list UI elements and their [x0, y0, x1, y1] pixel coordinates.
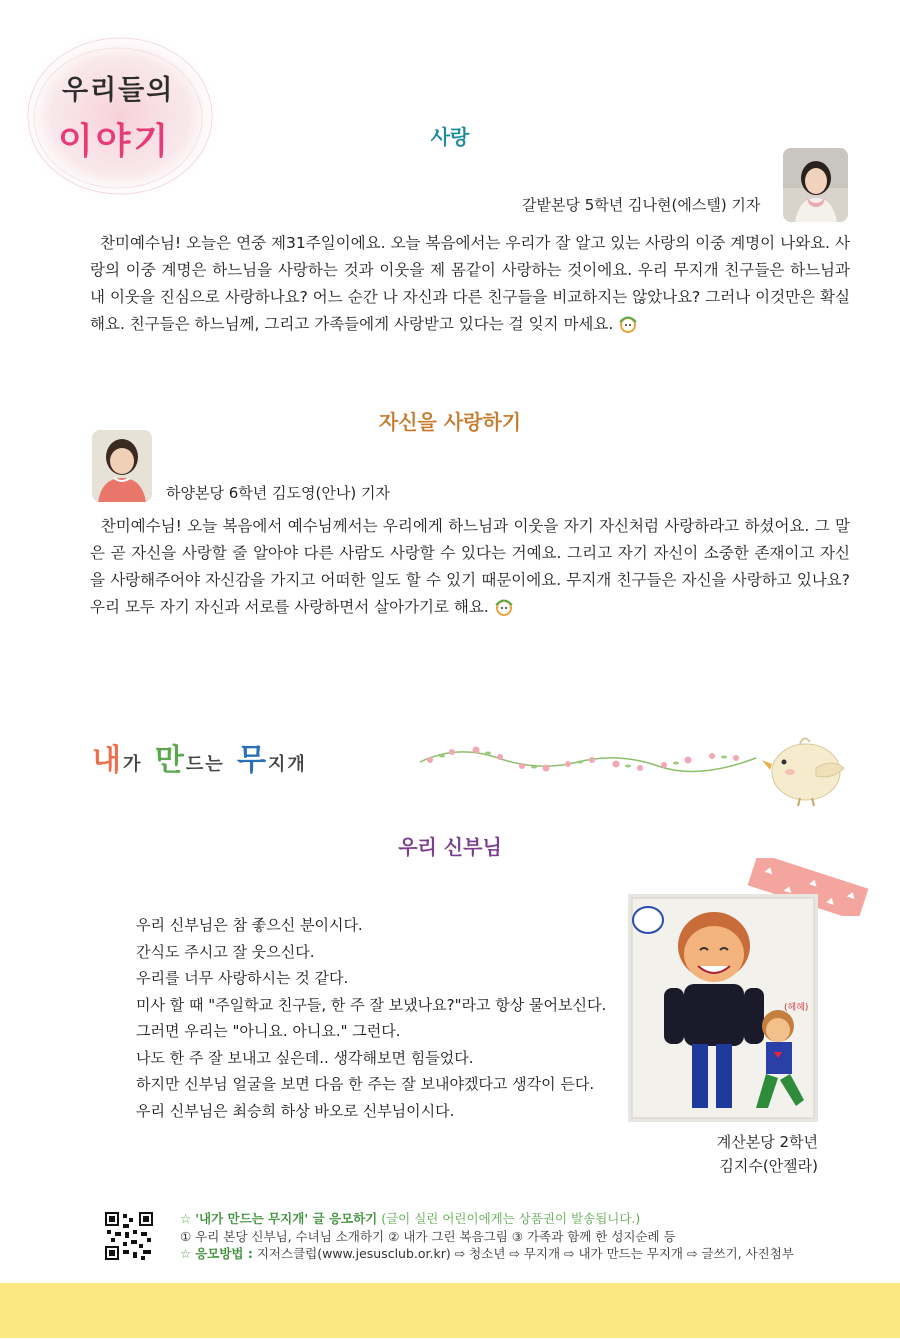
- notice-items: ① 우리 본당 신부님, 수녀님 소개하기 ② 내가 그린 복음그림 ③ 가족과 함께 한 성지순례 등: [180, 1228, 676, 1244]
- rainbow-section-title: 내가 만드는 무지개: [92, 743, 307, 778]
- artist-credit: [690, 1130, 818, 1178]
- section-title-love: 사랑: [430, 125, 470, 149]
- poem-line: 우리 신부님은 최승희 하상 바오로 신부님이시다.: [136, 1101, 455, 1120]
- footer-bar: [0, 1283, 900, 1338]
- poem-title: 우리 신부님: [398, 835, 502, 859]
- star-icon: ☆: [180, 1246, 192, 1261]
- rainbow-end-icon: [493, 598, 515, 625]
- flower-garland-decoration: [418, 740, 758, 780]
- submission-notice: [180, 1210, 794, 1263]
- logo-title-line2: 이야기: [58, 121, 172, 162]
- poem-line: 나도 한 주 잘 보내고 싶은데.. 생각해보면 힘들었다.: [136, 1048, 474, 1067]
- poem-line: 미사 할 때 "주일학교 친구들, 한 주 잘 보냈나요?"라고 항상 물어보신다.: [136, 995, 607, 1014]
- poem-line: 우리를 너무 사랑하시는 것 같다.: [136, 969, 349, 987]
- artist-name: 김지수(안젤라): [719, 1157, 818, 1175]
- bird-illustration: [760, 728, 850, 808]
- article-body: 찬미예수님! 오늘 복음에서 예수님께서는 우리에게 하느님과 이웃을 자기 자신처럼 사랑하라고 하셨어요. 그 말은 곧 자신을 사랑할 줄 알아야 다른 사람도 사랑할 수 있다는 거예요. 그리고 자기 자신이 소중한 존재이고 자신을 사랑해주어야 자신감을 가지고 어떠한 일도 할 수 있기 때문이에요. 무지개 친구들은 자신을 사랑하고 있나요? 우리 모두 자기 자신과 서로를 사랑하면서 살아가기로 해요.: [90, 513, 850, 625]
- poem-body: [136, 912, 606, 1124]
- poem-line: 그러면 우리는 "아니요. 아니요." 그런다.: [136, 1022, 401, 1040]
- notice-method-link[interactable]: 지저스클럽(www.jesusclub.or.kr) ⇨ 청소년 ⇨ 무지개 ⇨ 내가 만드는 무지개 ⇨ 글쓰기, 사진첨부: [256, 1246, 794, 1261]
- notice-method-line: ☆ 응모방법 : 지저스클럽(www.jesusclub.or.kr) ⇨ 청소년 ⇨ 무지개 ⇨ 내가 만드는 무지개 ⇨ 글쓰기, 사진첨부: [180, 1246, 794, 1261]
- reporter-byline: 하양본당 6학년 김도영(안나) 기자: [166, 484, 390, 502]
- reporter-photo: [92, 430, 152, 502]
- poem-line: 간식도 주시고 잘 웃으신다.: [136, 942, 315, 961]
- svg-text:(헤헤): (헤헤): [784, 1003, 809, 1013]
- reporter-photo: [783, 148, 848, 222]
- notice-heading-line: ☆ '내가 만드는 무지개' 글 응모하기 (글이 실린 어린이에게는 상품권이 발송됩니다.): [180, 1211, 641, 1226]
- poem-line: 우리 신부님은 참 좋으신 분이시다.: [136, 916, 363, 934]
- child-drawing-priest: [628, 894, 818, 1122]
- logo-title-line1: 우리들의: [62, 75, 175, 106]
- section-title-self-love: 자신을 사랑하기: [378, 410, 522, 434]
- article-body: 찬미예수님! 오늘은 연중 제31주일이에요. 오늘 복음에서는 우리가 잘 알고 있는 사랑의 이중 계명이 나와요. 사랑의 이중 계명은 하느님을 사랑하는 것과 이웃을 제 몸같이 사랑하는 것이에요. 우리 무지개 친구들은 하느님과 내 이웃을 진심으로 사랑하나요? 어느 순간 나 자신과 다른 친구들을 비교하지는 않았나요? 그러나 이것만은 확실해요. 친구들은 하느님께, 그리고 가족들에게 사랑받고 있다는 걸 잊지 마세요.: [90, 230, 850, 342]
- artist-parish: 계산본당 2학년: [716, 1133, 818, 1151]
- poem-line: 하지만 신부님 얼굴을 보면 다음 한 주는 잘 보내야겠다고 생각이 든다.: [136, 1075, 595, 1093]
- star-icon: ☆: [180, 1211, 192, 1226]
- qr-code[interactable]: [105, 1212, 153, 1260]
- rainbow-end-icon: [617, 315, 639, 342]
- reporter-byline: 갈밭본당 5학년 김나현(에스텔) 기자: [522, 196, 761, 214]
